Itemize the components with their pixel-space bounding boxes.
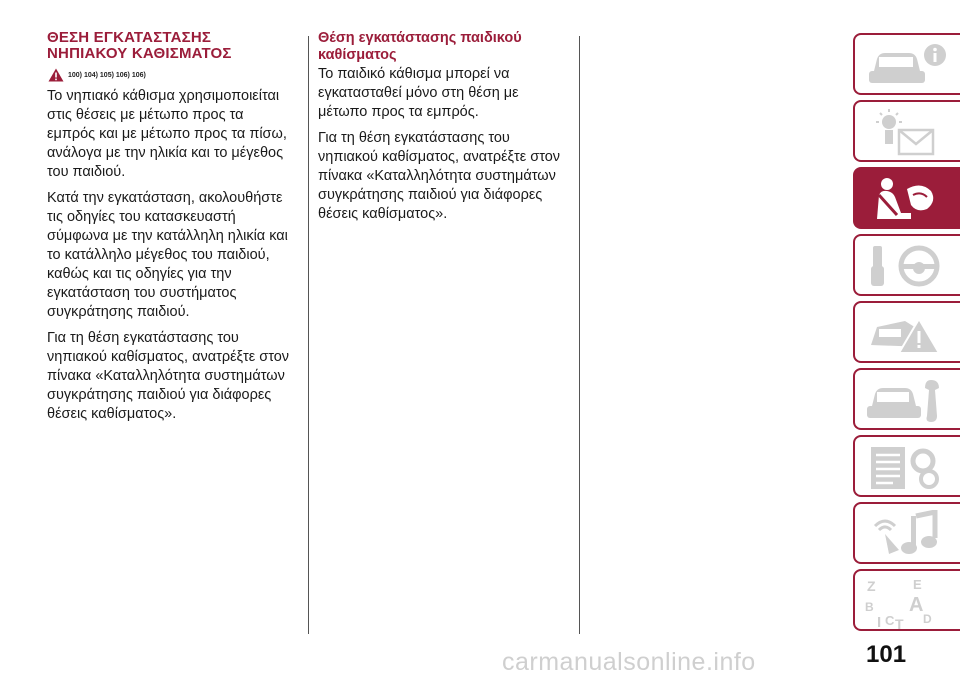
index-letter: T xyxy=(895,616,904,629)
tab-car-info[interactable] xyxy=(853,33,960,95)
seat-airbag-icon xyxy=(865,175,951,225)
subsection-heading: Θέση εγκατάστασης παιδικού καθίσματος xyxy=(318,30,522,63)
warning-refs-text: 100) 104) 105) 106) 106) xyxy=(68,71,146,79)
section-heading: ΘΕΣΗ ΕΓΚΑΤΑΣΤΑΣΗΣ ΝΗΠΙΑΚΟΥ ΚΑΘΙΣΜΑΤΟΣ xyxy=(47,29,232,62)
paragraph: Κατά την εγκατάσταση, ακολουθήστε τις οδηγίες του κατασκευαστή σύμφωνα με την κατάλληλη ηλικία και το κατάλληλο μέγεθος του παιδιού, καθώς και τις οδηγίες για την εγκατάσταση του συστήματος συγκράτησης παιδιού. xyxy=(47,190,288,320)
paragraph: Για τη θέση εγκατάστασης του νηπιακού καθίσματος, ανατρέξτε στον πίνακα «Καταλληλότητα συστημάτων συγκράτησης παιδιού για διάφορες θέσεις καθίσματος». xyxy=(47,330,290,422)
tab-multimedia[interactable] xyxy=(853,502,960,564)
car-maintenance-icon xyxy=(865,376,951,426)
index-letter: B xyxy=(865,600,874,614)
tab-key-steering[interactable] xyxy=(853,234,960,296)
index-letter: A xyxy=(909,594,924,616)
index-letter: I xyxy=(877,614,882,629)
watermark: carmanualsonline.info xyxy=(502,648,756,676)
index-letter: Z xyxy=(867,578,876,594)
index-letter: C xyxy=(885,613,895,628)
tab-seat-airbag[interactable] xyxy=(853,167,960,229)
left-column xyxy=(47,30,295,431)
index-letter: E xyxy=(913,577,922,592)
dashboard-lights-icon xyxy=(865,108,951,158)
column-divider xyxy=(308,36,309,634)
column-divider xyxy=(579,36,580,634)
tab-technical-data[interactable] xyxy=(853,435,960,497)
right-column xyxy=(318,30,566,231)
car-info-icon xyxy=(865,41,951,89)
tab-emergency[interactable] xyxy=(853,301,960,363)
page-number: 101 xyxy=(866,641,907,668)
index-icon xyxy=(865,577,951,629)
tab-index[interactable] xyxy=(853,569,960,631)
warning-triangle-icon xyxy=(48,68,64,82)
paragraph: Το παιδικό κάθισμα μπορεί να εγκατασταθεί μόνο στη θέση με μέτωπο προς τα εμπρός. xyxy=(318,66,519,120)
key-steering-wheel-icon xyxy=(865,242,951,292)
tab-dashboard-lights[interactable] xyxy=(853,100,960,162)
warning-references xyxy=(48,68,295,82)
paragraph: Το νηπιακό κάθισμα χρησιμοποιείται στις θέσεις με μέτωπο προς τα εμπρός και με μέτωπο προς τα πίσω, ανάλογα με την ηλικία και το μέγεθος του παιδιού. xyxy=(47,88,287,180)
multimedia-icon xyxy=(865,510,951,560)
technical-data-icon xyxy=(865,443,951,493)
emergency-warning-icon xyxy=(865,309,951,359)
tab-maintenance[interactable] xyxy=(853,368,960,430)
paragraph: Για τη θέση εγκατάστασης του νηπιακού καθίσματος, ανατρέξτε στον πίνακα «Καταλληλότητα συστημάτων συγκράτησης παιδιού για διάφορες θέσεις καθίσματος». xyxy=(318,130,561,222)
index-letter: D xyxy=(923,612,932,626)
